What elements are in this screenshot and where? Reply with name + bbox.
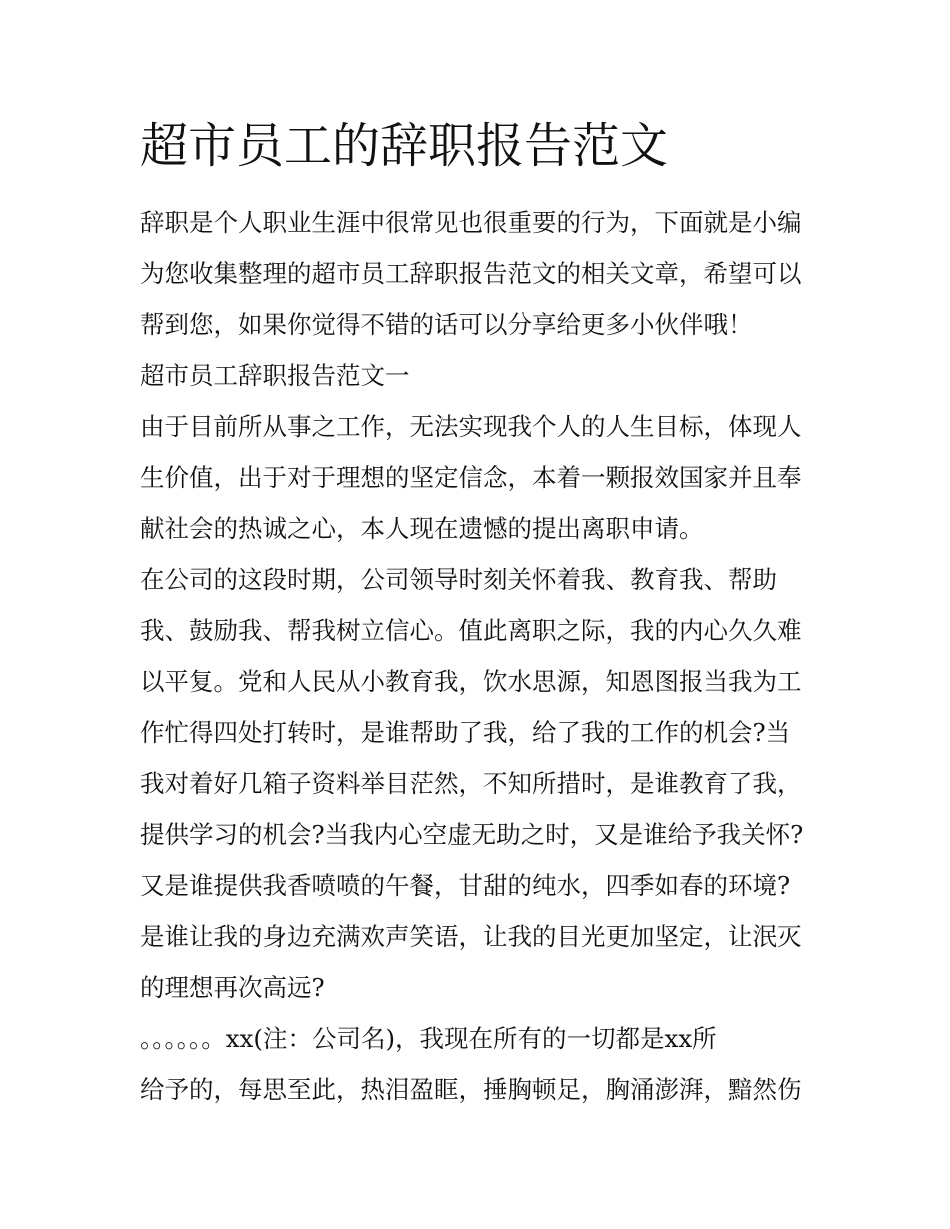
body-line-6: 以平复。党和人民从小教育我，饮水思源，知恩图报当我为工 [140,667,802,696]
intro-line-2: 为您收集整理的超市员工辞职报告范文的相关文章，希望可以 [140,259,802,288]
body-line-11: 是谁让我的身边充满欢声笑语，让我的目光更加坚定，让泯灭 [140,922,802,951]
intro-line-1: 辞职是个人职业生涯中很常见也很重要的行为，下面就是小编 [140,208,802,237]
body-line-2: 生价值，出于对于理想的坚定信念，本着一颗报效国家并且奉 [140,463,802,492]
body-line-5: 我、鼓励我、帮我树立信心。值此离职之际，我的内心久久难 [140,616,802,645]
body-line-14: 给予的，每思至此，热泪盈眶，捶胸顿足，胸涌澎湃，黯然伤 [140,1075,802,1104]
body-line-12: 的理想再次高远? [140,973,325,1002]
body-line-1: 由于目前所从事之工作，无法实现我个人的人生目标，体现人 [140,412,802,441]
body-line-3: 献社会的热诚之心，本人现在遗憾的提出离职申请。 [140,514,704,543]
section-heading-1: 超市员工辞职报告范文一 [140,361,410,390]
body-line-10: 又是谁提供我香喷喷的午餐，甘甜的纯水，四季如春的环境? [140,871,791,900]
body-line-9: 提供学习的机会?当我内心空虚无助之时，又是谁给予我关怀? [140,820,804,849]
intro-line-3: 帮到您，如果你觉得不错的话可以分享给更多小伙伴哦！ [140,310,753,339]
body-line-4: 在公司的这段时期，公司领导时刻关怀着我、教育我、帮助 [140,565,777,594]
body-line-7: 作忙得四处打转时，是谁帮助了我，给了我的工作的机会?当 [140,718,791,747]
body-line-8: 我对着好几箱子资料举目茫然，不知所措时，是谁教育了我， [140,769,802,798]
document-title: 超市员工的辞职报告范文 [140,118,669,174]
body-line-13: 。。。。。。xx(注：公司名)，我现在所有的一切都是xx所 [140,1024,717,1053]
